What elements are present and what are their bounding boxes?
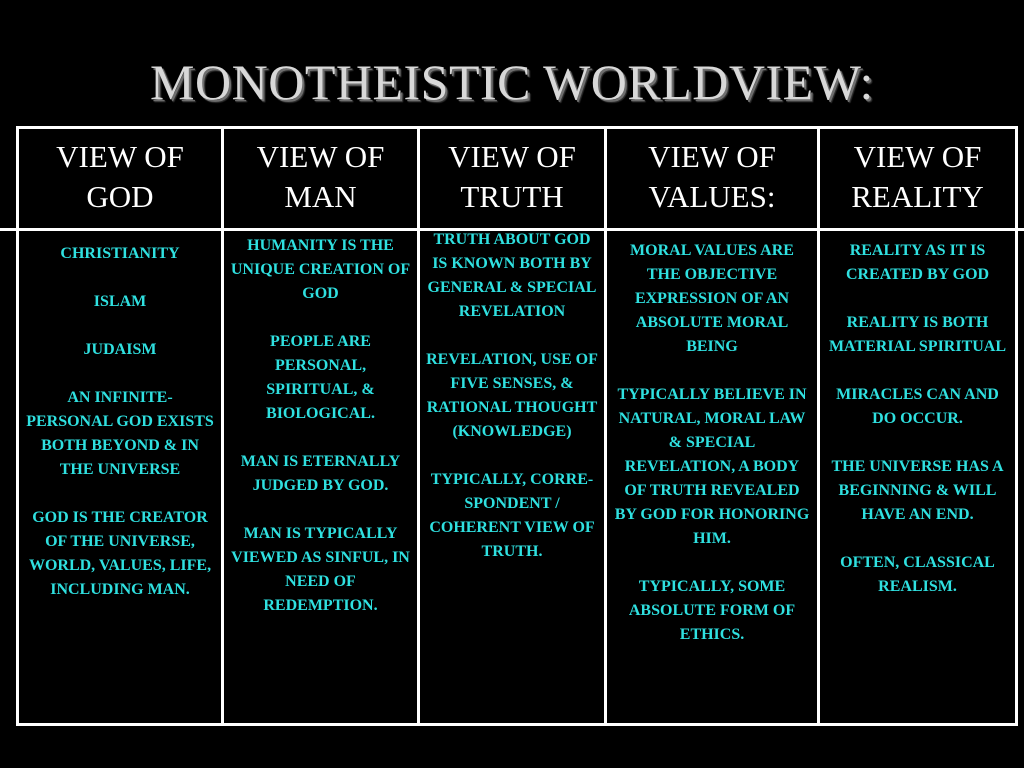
column-header-values bbox=[607, 126, 817, 228]
column-body-truth bbox=[420, 228, 604, 726]
column-header-line: VIEW OF bbox=[56, 139, 184, 174]
list-item: CHRISTIANITY bbox=[60, 245, 180, 262]
column-header-line: VALUES: bbox=[648, 179, 776, 214]
column-man bbox=[224, 126, 417, 726]
column-values bbox=[607, 126, 817, 726]
column-header-line: MAN bbox=[284, 179, 357, 214]
list-item: OFTEN, CLASSICAL REALISM. bbox=[840, 554, 995, 595]
column-header-line: VIEW OF bbox=[648, 139, 776, 174]
column-truth bbox=[420, 126, 604, 726]
list-item: AN INFINITE-PERSONAL GOD EXISTS BOTH BEYOND & IN THE UNIVERSE bbox=[26, 389, 214, 478]
column-header-truth bbox=[420, 126, 604, 228]
column-body-values bbox=[607, 231, 817, 726]
list-item: TYPICALLY, CORRE-SPONDENT / COHERENT VIEW OF TRUTH. bbox=[429, 471, 595, 560]
list-item: THE UNIVERSE HAS A BEGINNING & WILL HAVE AN END. bbox=[831, 458, 1004, 523]
column-header-line: VIEW OF bbox=[448, 139, 576, 174]
list-item: TYPICALLY, SOME ABSOLUTE FORM OF ETHICS. bbox=[628, 578, 796, 643]
list-item: ISLAM bbox=[93, 293, 147, 310]
column-header-line: GOD bbox=[86, 179, 154, 214]
list-item: MAN IS ETERNALLY JUDGED BY GOD. bbox=[240, 453, 401, 494]
list-item: REALITY AS IT IS CREATED BY GOD bbox=[845, 242, 990, 283]
list-item: GOD IS THE CREATOR OF THE UNIVERSE, WORLD, VALUES, LIFE, INCLUDING MAN. bbox=[28, 509, 212, 598]
list-item: TYPICALLY BELIEVE IN NATURAL, MORAL LAW & SPECIAL REVELATION, A BODY OF TRUTH REVEALED BY GOD FOR HONORING HIM. bbox=[614, 386, 810, 547]
list-item: TRUTH ABOUT GOD IS KNOWN BOTH BY GENERAL & SPECIAL REVELATION bbox=[427, 231, 597, 320]
column-header-line: VIEW OF bbox=[853, 139, 982, 174]
column-header-reality bbox=[820, 126, 1015, 228]
column-body-reality bbox=[820, 231, 1015, 726]
list-item: HUMANITY IS THE UNIQUE CREATION OF GOD bbox=[230, 237, 411, 302]
column-header-man bbox=[224, 126, 417, 228]
slide-title: MONOTHEISTIC WORLDVIEW: bbox=[150, 54, 874, 110]
list-item: MIRACLES CAN AND DO OCCUR. bbox=[836, 386, 999, 427]
list-item: REVELATION, USE OF FIVE SENSES, & RATIONAL THOUGHT (KNOWLEDGE) bbox=[426, 351, 598, 440]
list-item: MORAL VALUES ARE THE OBJECTIVE EXPRESSION OF AN ABSOLUTE MORAL BEING bbox=[630, 242, 794, 355]
column-header-god bbox=[19, 126, 221, 228]
column-body-man bbox=[224, 231, 417, 726]
column-body-god bbox=[19, 231, 221, 726]
list-item: MAN IS TYPICALLY VIEWED AS SINFUL, IN NEED OF REDEMPTION. bbox=[231, 525, 410, 614]
list-item: REALITY IS BOTH MATERIAL SPIRITUAL bbox=[828, 314, 1007, 355]
column-header-line: VIEW OF bbox=[256, 139, 385, 174]
table-border-right bbox=[1015, 126, 1018, 726]
worldview-table bbox=[16, 126, 1018, 726]
column-reality bbox=[820, 126, 1015, 726]
column-header-line: REALITY bbox=[851, 179, 984, 214]
list-item: JUDAISM bbox=[83, 341, 157, 358]
list-item: PEOPLE ARE PERSONAL, SPIRITUAL, & BIOLOGICAL. bbox=[266, 333, 375, 422]
column-header-line: TRUTH bbox=[460, 179, 564, 214]
column-god bbox=[19, 126, 221, 726]
